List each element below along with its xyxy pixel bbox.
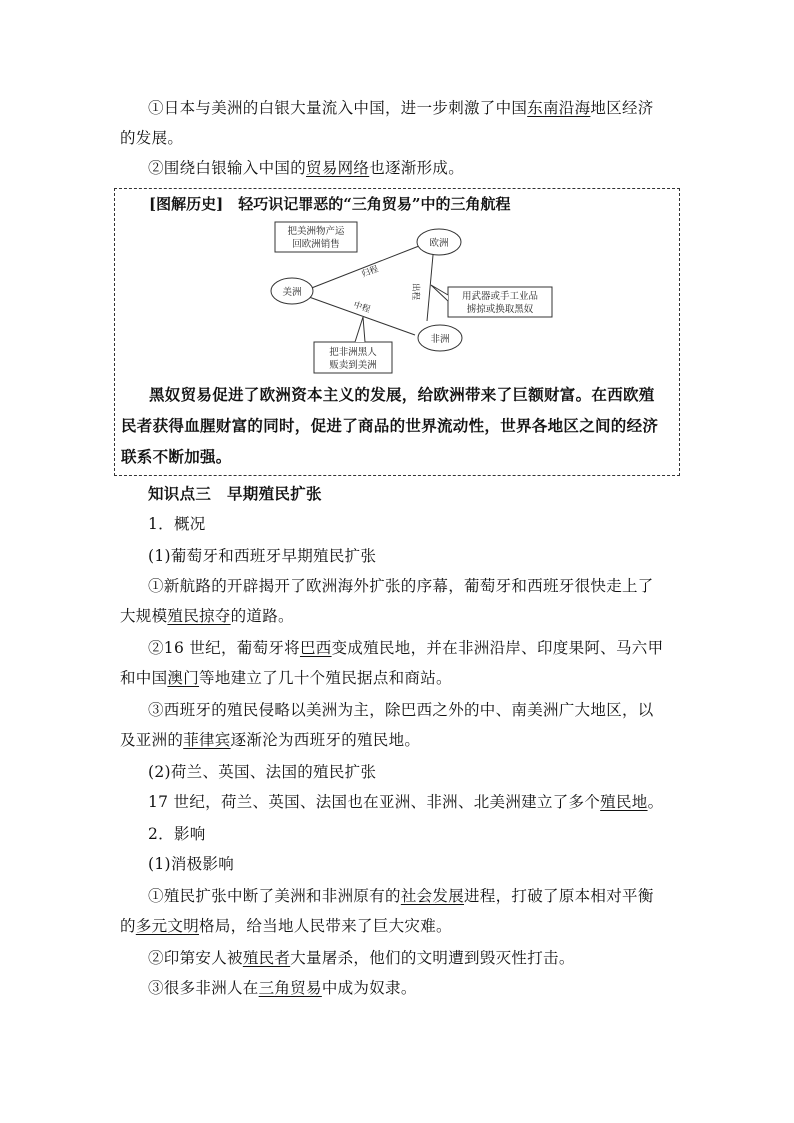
para-colonial-impact-line2: 的多元文明格局，给当地人民带来了巨大灾难。 xyxy=(120,917,452,935)
para-new-routes-line1: ①新航路的开辟揭开了欧洲海外扩张的序幕，葡萄牙和西班牙很快走上了 xyxy=(148,577,654,595)
note-outbound-pointer xyxy=(431,285,448,301)
para-spain-line1: ③西班牙的殖民侵略以美洲为主，除巴西之外的中、南美洲广大地区，以 xyxy=(148,701,654,719)
heading-negative-impact: (1)消极影响 xyxy=(148,855,235,873)
box-text-line3: 联系不断加强。 xyxy=(121,447,232,466)
heading-portugal-spain: (1)葡萄牙和西班牙早期殖民扩张 xyxy=(148,547,377,565)
para-colonial-impact-line1: ①殖民扩张中断了美洲和非洲原有的社会发展进程，打破了原本相对平衡 xyxy=(148,887,654,905)
node-europe-label: 欧洲 xyxy=(429,238,449,249)
svg-text:掳掠或换取黑奴: 掳掠或换取黑奴 xyxy=(466,304,534,315)
para-17th-century: 17 世纪，荷兰、英国、法国也在亚洲、非洲、北美洲建立了多个殖民地。 xyxy=(148,793,664,811)
node-africa-label: 非洲 xyxy=(430,334,450,345)
edge-middle-label: 中程 xyxy=(352,300,372,316)
svg-text:贩卖到美洲: 贩卖到美洲 xyxy=(329,360,377,371)
box-text-line1: 黑奴贸易促进了欧洲资本主义的发展，给欧洲带来了巨额财富。在西欧殖 xyxy=(149,385,655,404)
box-text-line2: 民者获得血腥财富的同时，促进了商品的世界流动性，世界各地区之间的经济 xyxy=(121,416,659,435)
svg-text:回欧洲销售: 回欧洲销售 xyxy=(292,239,340,250)
section-title: 知识点三 早期殖民扩张 xyxy=(148,484,322,503)
para-new-routes-line2: 大规模殖民掠夺的道路。 xyxy=(120,607,294,625)
edge-outbound-line xyxy=(427,255,433,321)
edge-return-label: 归程 xyxy=(360,264,380,280)
para-african-slaves: ③很多非洲人在三角贸易中成为奴隶。 xyxy=(148,979,417,997)
para-indigenous: ②印第安人被殖民者大量屠杀，他们的文明遭到毁灭性打击。 xyxy=(148,949,575,967)
node-america-label: 美洲 xyxy=(282,287,302,298)
underline-trade-network: 贸易网络 xyxy=(306,159,370,177)
box-title: [图解历史] 轻巧识记罪恶的“三角贸易”中的三角航程 xyxy=(149,195,511,213)
para-silver-inflow-line2: 的发展。 xyxy=(120,129,184,147)
edge-outbound-label: 出程 xyxy=(410,283,420,301)
para-spain-line2: 及亚洲的菲律宾逐渐沦为西班牙的殖民地。 xyxy=(120,731,421,749)
heading-impact: 2．影响 xyxy=(148,825,206,843)
para-portugal-line1: ②16 世纪，葡萄牙将巴西变成殖民地，并在非洲沿岸、印度果阿、马六甲 xyxy=(148,639,664,657)
svg-text:用武器或手工业品: 用武器或手工业品 xyxy=(461,291,539,302)
note-middle-pointer xyxy=(355,317,365,342)
heading-overview: 1．概况 xyxy=(148,515,206,533)
para-trade-network: ②围绕白银输入中国的贸易网络也逐渐形成。 xyxy=(148,159,465,177)
illustrated-history-box xyxy=(114,188,680,476)
heading-netherlands-uk-france: (2)荷兰、英国、法国的殖民扩张 xyxy=(148,763,377,781)
para-silver-inflow-line1: ①日本与美洲的白银大量流入中国，进一步刺激了中国东南沿海地区经济 xyxy=(148,99,654,117)
svg-text:把美洲物产运: 把美洲物产运 xyxy=(287,226,345,237)
para-portugal-line2: 和中国澳门等地建立了几十个殖民据点和商站。 xyxy=(120,669,452,687)
underline-southeast-coast: 东南沿海 xyxy=(527,99,591,117)
svg-text:把非洲黑人: 把非洲黑人 xyxy=(329,347,377,358)
